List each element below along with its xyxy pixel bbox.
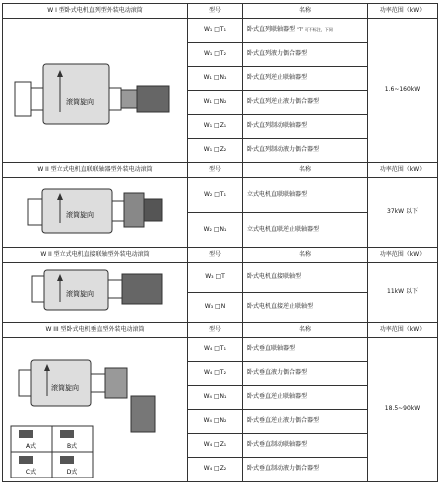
model-cell: W₄ □T₁ — [188, 338, 243, 362]
name-cell: 卧式电机直接逆止联轴型 — [243, 293, 368, 323]
w1-drum-diagram — [10, 22, 180, 156]
header-name: 名称 — [243, 163, 368, 178]
model-cell: W₄ □N₂ — [188, 410, 243, 434]
model-cell: W₁ □Z₂ — [188, 139, 243, 163]
header-name: 名称 — [243, 323, 368, 338]
header-name: 名称 — [243, 4, 368, 19]
name-cell: 卧式垂直逆止联轴器型 — [243, 386, 368, 410]
diagram-w3 — [3, 263, 188, 323]
variant-a-label: A式 — [25, 443, 37, 451]
w2-drum-diagram — [10, 179, 180, 243]
name-cell: 卧式垂直联轴器型 — [243, 338, 368, 362]
model-cell: W₂ □T₁ — [188, 178, 243, 213]
section-title: W III 型卧式电机垂直型外装电动滚筒 — [3, 323, 188, 338]
name-cell: 立式电机直联逆止联轴器型 — [243, 213, 368, 248]
name-cell: 卧式直列液力偶合器型 — [243, 43, 368, 67]
drum-direction-label: 滚筒旋向 — [66, 290, 94, 299]
power-cell: 11kW 以下 — [368, 263, 438, 323]
section-title: W II 型立式电机直接联轴型外装电动滚筒 — [3, 248, 188, 263]
name-cell: 卧式电机直接联轴型 — [243, 263, 368, 293]
name-note: “T” 可不标注，下同 — [296, 27, 333, 33]
header-power: 功率范围（kW） — [368, 163, 438, 178]
power-cell: 18.5~90kW — [368, 338, 438, 482]
header-power: 功率范围（kW） — [368, 323, 438, 338]
drum-direction-label: 滚筒旋向 — [66, 211, 94, 220]
model-cell: W₄ □Z₁ — [188, 434, 243, 458]
model-cell: W₄ □Z₂ — [188, 458, 243, 482]
model-cell: W₂ □N₁ — [188, 213, 243, 248]
header-model: 型号 — [188, 4, 243, 19]
w4-drum-diagram — [5, 338, 185, 478]
name-cell: 卧式直列逆止液力偶合器型 — [243, 91, 368, 115]
variant-c-label: C式 — [25, 469, 37, 477]
name-cell: 卧式直列逆止联轴器型 — [243, 67, 368, 91]
name-text: 卧式直列联轴器型 — [247, 26, 296, 34]
w3-drum-diagram — [10, 264, 180, 318]
model-cell: W₁ □N₁ — [188, 67, 243, 91]
drum-direction-label: 滚筒旋向 — [66, 98, 94, 107]
name-cell: 卧式直列制动联轴器型 — [243, 115, 368, 139]
header-name: 名称 — [243, 248, 368, 263]
name-cell — [243, 19, 368, 43]
header-model: 型号 — [188, 248, 243, 263]
power-cell: 37kW 以下 — [368, 178, 438, 248]
drum-direction-label: 滚筒旋向 — [51, 384, 79, 393]
model-cell: W₄ □T₂ — [188, 362, 243, 386]
section-title: W II 型立式电机直联联轴器型外装电动滚筒 — [3, 163, 188, 178]
header-model: 型号 — [188, 323, 243, 338]
name-cell: 卧式垂直制动联轴器型 — [243, 434, 368, 458]
model-cell: W₁ □N₂ — [188, 91, 243, 115]
model-cell: W₄ □N₁ — [188, 386, 243, 410]
spec-table — [2, 3, 438, 482]
diagram-w4 — [3, 338, 188, 482]
name-cell: 立式电机直联联轴器型 — [243, 178, 368, 213]
name-cell: 卧式垂直逆止液力偶合器型 — [243, 410, 368, 434]
section-title: W I 型卧式电机直列型外装电动滚筒 — [3, 4, 188, 19]
model-cell: W₁ □T₁ — [188, 19, 243, 43]
name-cell: 卧式垂直制动液力偶合器型 — [243, 458, 368, 482]
model-cell: W₁ □Z₁ — [188, 115, 243, 139]
variant-b-label: B式 — [66, 443, 78, 451]
power-cell: 1.6~160kW — [368, 19, 438, 163]
diagram-w1 — [3, 19, 188, 163]
name-cell: 卧式垂直液力偶合器型 — [243, 362, 368, 386]
diagram-w2 — [3, 178, 188, 248]
name-cell: 卧式直列制动液力偶合器型 — [243, 139, 368, 163]
header-power: 功率范围（kW） — [368, 4, 438, 19]
model-cell: W₃ □N — [188, 293, 243, 323]
header-power: 功率范围（kW） — [368, 248, 438, 263]
variant-d-label: D式 — [66, 469, 78, 477]
model-cell: W₃ □T — [188, 263, 243, 293]
model-cell: W₁ □T₂ — [188, 43, 243, 67]
header-model: 型号 — [188, 163, 243, 178]
